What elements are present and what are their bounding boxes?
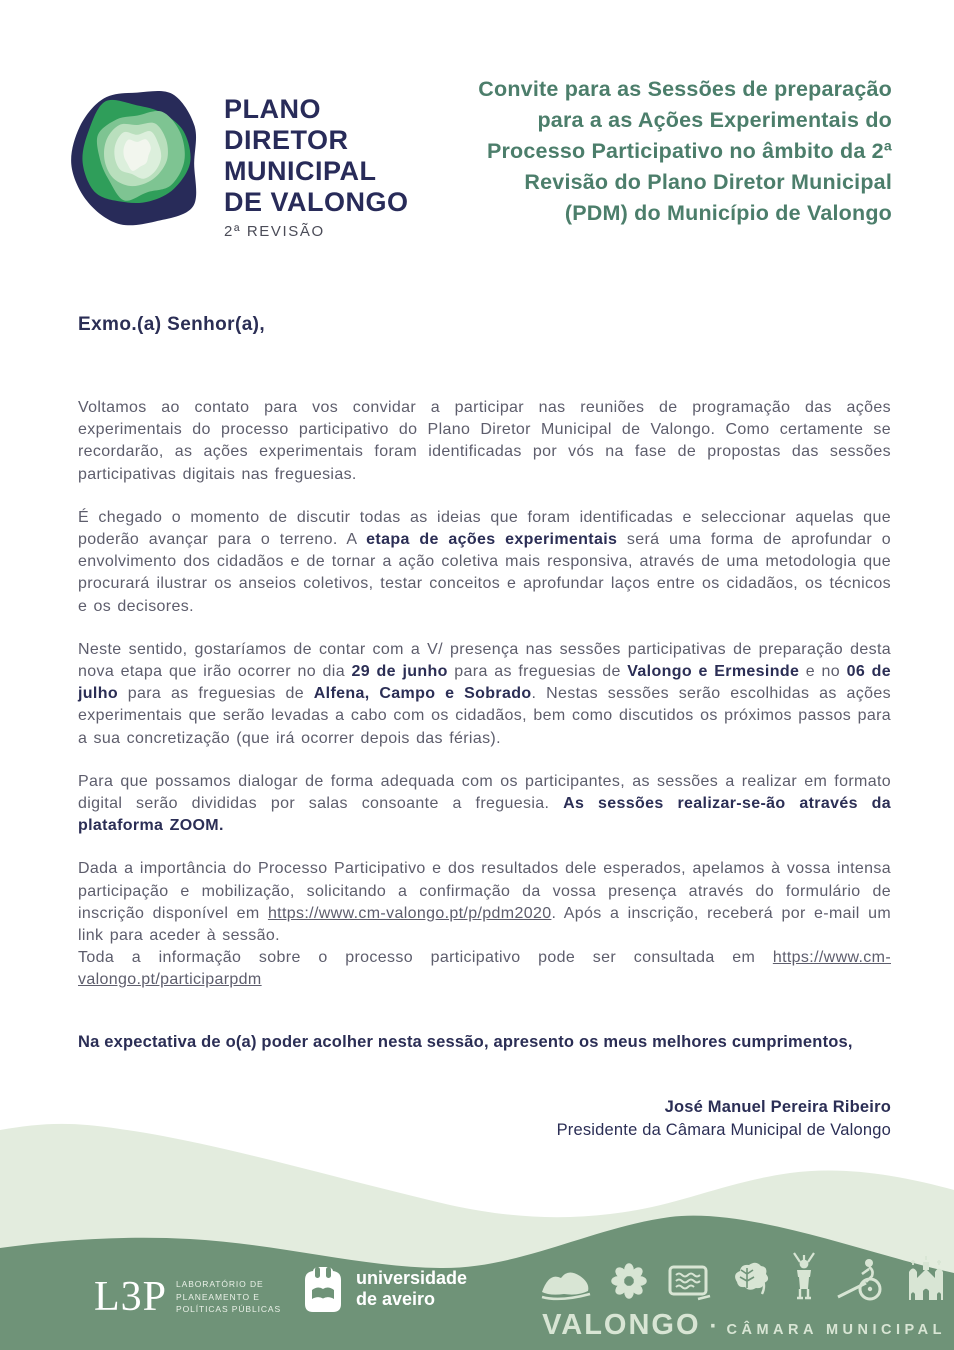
valongo-logo [538,1250,950,1342]
text-run: É chegado o momento de discutir todas as ideias que foram identificadas e seleccionar aquelas que poderão avançar para o terreno. A [78,508,891,549]
valongo-separator: · [709,1313,718,1340]
text-run: para as freguesias de [117,685,314,703]
paragraph-1 [78,397,891,486]
slate-icon [665,1262,713,1302]
pdm-logo-subtitle: 2ª REVISÃO [224,222,325,240]
text-run: Toda a informação sobre o processo participativo pode ser consultada em [78,949,773,967]
bold-text: etapa de ações experimentais [366,531,618,549]
salutation: Exmo.(a) Senhor(a), [78,314,266,335]
ua-logo [300,1264,467,1314]
cart-rider-icon [836,1256,888,1302]
document-title: Convite para as Sessões de preparação para a as Ações Experimentais do Processo Participativo no âmbito da 2ª Revisão do Plano Diretor Municipal (PDM) do Município de Valongo [478,77,892,225]
regueifa-icon [608,1260,650,1302]
l3p-acronym: L3P [94,1274,168,1320]
bold-text: Alfena, Campo e Sobrado [313,685,532,703]
bold-text: 29 de junho [351,663,448,681]
signature-name: José Manuel Pereira Ribeiro [664,1098,891,1116]
fern-icon [729,1258,771,1302]
pdm-logo [58,64,409,244]
inline-link[interactable]: https://www.cm-valongo.pt/participarpdm [78,949,891,989]
closing-line: Na expectativa de o(a) poder acolher nesta sessão, apresento os meus melhores cumprimentos, [78,1033,853,1051]
letter-body [78,397,891,992]
text-run: será uma forma de aprofundar o envolvimento dos cidadãos e de tornar a ação coletiva mais responsiva, através de uma metodologia que procurará ilustrar os anseios coletivos, testar conceitos e aprofundar laços entre os cidadãos, os técnicos e os decisores. [78,531,891,615]
valongo-subtitle: CÂMARA MUNICIPAL [726,1322,946,1338]
signature-role: Presidente da Câmara Municipal de Valongo [556,1120,891,1139]
bold-text: Valongo e Ermesinde [627,663,800,681]
bold-text: As sessões realizar-se-ão através da plataforma ZOOM. [78,795,892,835]
text-run: . Nestas sessões serão escolhidas as ações experimentais que serão levadas a cabo com os cidadãos, bem como discutidos os próximos passos para a sua concretização (que irá ocorrer depois das férias). [78,685,891,747]
valongo-icons-row [538,1250,950,1302]
text-run: e no [799,663,847,681]
valongo-name: VALONGO [542,1309,701,1341]
text-run: Dada a importância do Processo Participativo e dos resultados dele esperados, apelamos à vossa intensa participação e mobilização, solicitando a confirmação da vossa presença através do formulário de inscrição disponível em [78,860,891,922]
pdm-logo-text [224,68,409,239]
church-icon [904,1256,948,1302]
hills-icon [540,1266,592,1302]
l3p-label: LABORATÓRIO DE PLANEAMENTO E POLÍTICAS PÚBLICAS [176,1278,282,1315]
ua-name: universidade de aveiro [356,1268,468,1309]
bold-text: 06 de julho [78,663,891,703]
text-run: Para que possamos dialogar de forma adequada com os participantes, as sessões a realizar em formato digital serão divididas por salas consoante a freguesia. [78,772,891,813]
text-run: . Após a inscrição, receberá por e-mail um link para aceder à sessão. [78,904,891,945]
l3p-logo [94,1276,281,1318]
pdm-logo-mark [58,64,216,244]
ua-crown-book-icon [300,1264,346,1314]
valongo-wordmark [538,1309,950,1342]
paragraph-4 [78,771,891,838]
bugio-icon [787,1252,821,1302]
pdm-logo-title: PLANO DIRETOR MUNICIPAL DE VALONGO [224,94,409,217]
paragraph-2 [78,507,891,618]
paragraph-5 [78,858,891,947]
paragraph-6 [78,947,891,991]
inline-link[interactable]: https://www.cm-valongo.pt/p/pdm2020 [267,904,552,922]
text-run: para as freguesias de [447,663,628,681]
text-run: Voltamos ao contato para vos convidar a participar nas reuniões de programação das ações experimentais do processo participativo do Plano Diretor Municipal de Valongo. Como certamente se recordarão, as ações experimentais foram identificadas por vós na fase de propostas das sessões participativas digitais nas freguesias. [78,399,891,483]
paragraph-3 [78,639,891,750]
text-run: Neste sentido, gostaríamos de contar com a V/ presença nas sessões participativas de preparação desta nova etapa que irão ocorrer no dia [78,640,891,681]
